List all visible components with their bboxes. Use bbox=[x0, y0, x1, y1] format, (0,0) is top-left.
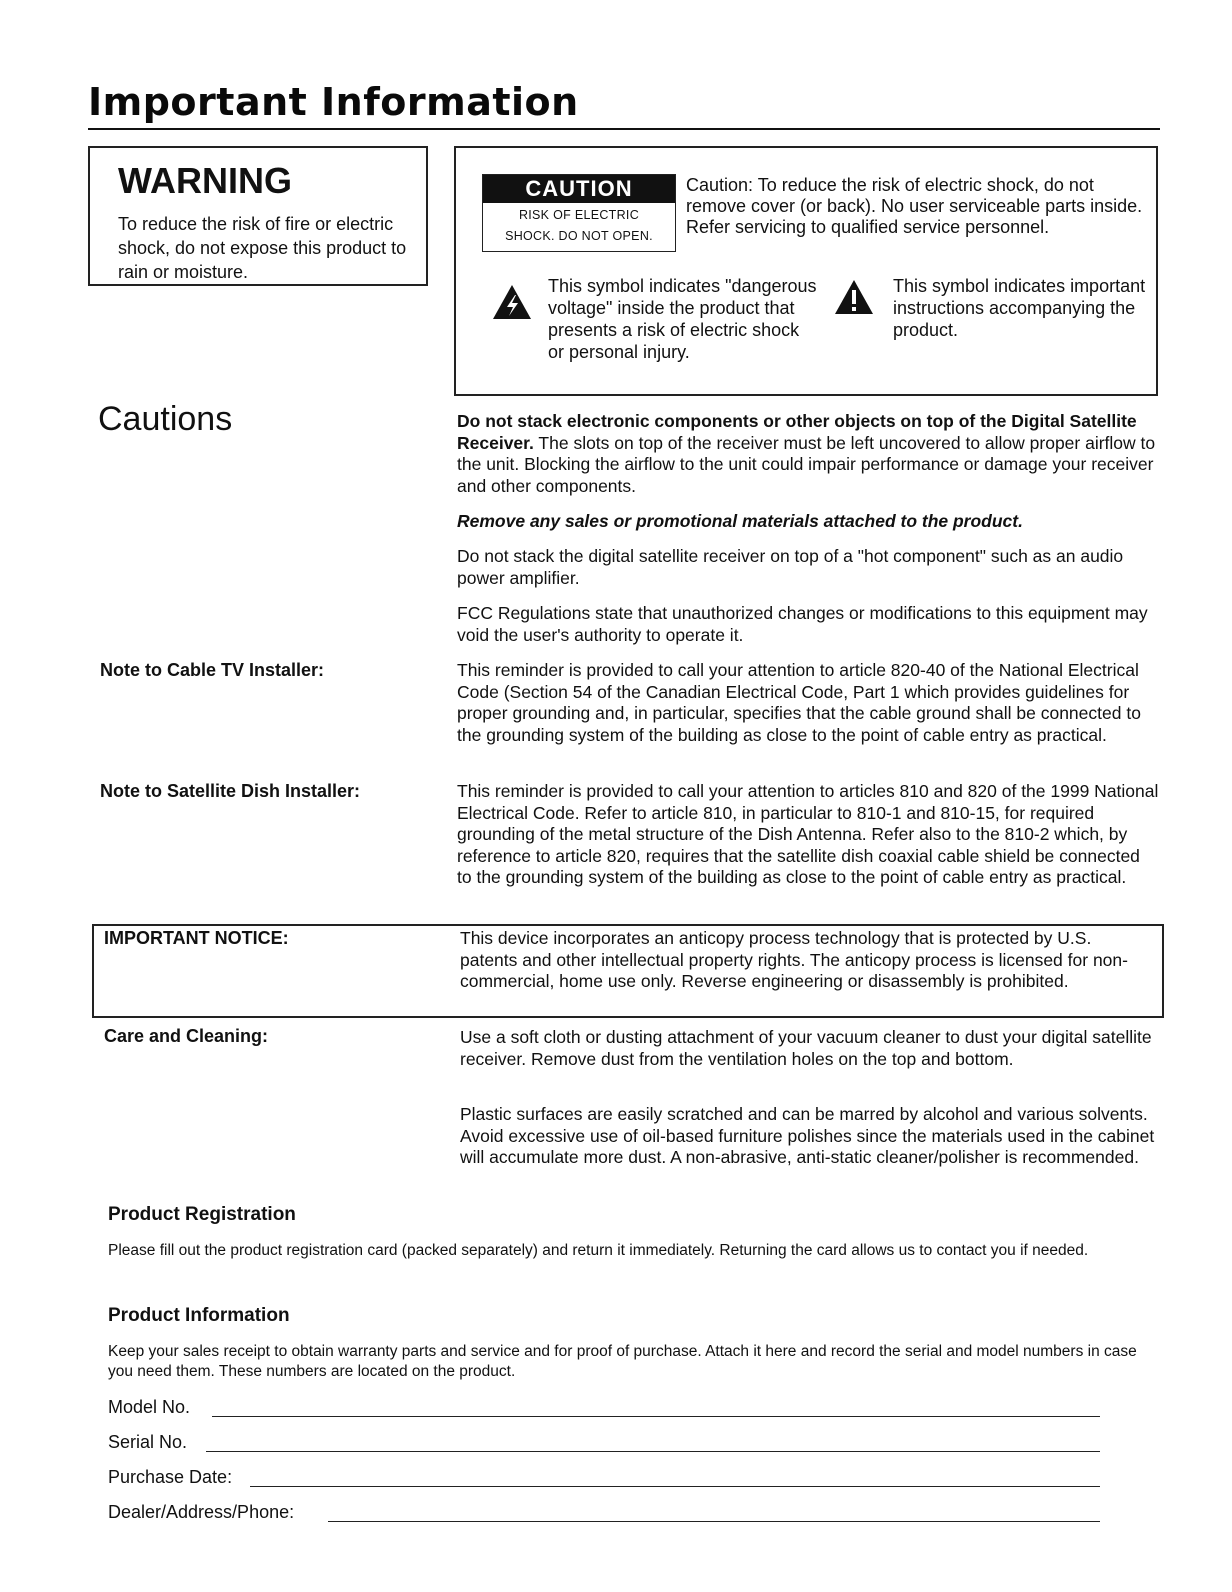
dealer-address-phone-line bbox=[328, 1521, 1100, 1522]
purchase-date-line bbox=[250, 1486, 1100, 1487]
serial-number-label: Serial No. bbox=[108, 1432, 188, 1452]
product-information-heading: Product Information bbox=[108, 1305, 290, 1326]
product-registration-text: Please fill out the product registration card (packed separately) and return it immediately. Returning the card allows us to contact you if needed. bbox=[108, 1242, 1089, 1259]
caution-badge-title: CAUTION bbox=[483, 175, 675, 203]
caution-stacking-rest: The slots on top of the receiver must be left uncovered to allow proper airflow to the unit. Blocking the airflow to the unit could impair performance or damage your receiver and other components. bbox=[457, 432, 1156, 496]
cable-installer-label: Note to Cable TV Installer: bbox=[100, 660, 325, 680]
product-registration-heading: Product Registration bbox=[108, 1204, 296, 1225]
care-cleaning-text-plastic: Plastic surfaces are easily scratched and can be marred by alcohol and various solvents. Avoid excessive use of oil-based furniture polishes since the materials used in the cabinet will accumulate more dust. A non-abrasive, anti-static cleaner/polisher is recommended. bbox=[460, 1104, 1155, 1168]
serial-number-line bbox=[206, 1451, 1100, 1452]
product-information-text: Keep your sales receipt to obtain warranty parts and service and for proof of purchase. Attach it here and record the serial and model numbers in case you need them. These numbers are located on the product. bbox=[108, 1343, 1137, 1380]
model-number-line bbox=[212, 1416, 1100, 1417]
important-notice-text: This device incorporates an anticopy process technology that is protected by U.S. patents and other intellectual property rights. The anticopy process is licensed for non-commercial, home use only. Reverse engineering or disassembly is prohibited. bbox=[460, 928, 1128, 992]
caution-text: Caution: To reduce the risk of electric shock, do not remove cover (or back). No user serviceable parts inside. Refer servicing to qualified service personnel. bbox=[686, 175, 1143, 237]
exclamation-warning-icon bbox=[834, 279, 874, 315]
caution-promotional-materials: Remove any sales or promotional materials attached to the product. bbox=[457, 511, 1023, 531]
caution-badge-line1: RISK OF ELECTRIC bbox=[518, 208, 640, 222]
dangerous-voltage-icon bbox=[492, 284, 532, 320]
model-number-label: Model No. bbox=[108, 1397, 191, 1417]
dealer-address-phone-label: Dealer/Address/Phone: bbox=[108, 1502, 295, 1522]
caution-stacking-bold: Do not stack electronic components or other objects on top of the Digital Satellite Receiver. bbox=[457, 411, 1137, 453]
dish-installer-text: This reminder is provided to call your attention to articles 810 and 820 of the 1999 National Electrical Code. Refer to article 810, in particular to 810-1 and 810-15, for required grounding of the metal structure of the Dish Antenna. Refer also to the 810-2 which, by reference to article 820, requires that the satellite dish coaxial cable shield be connected to the grounding system of the building as close to the point of cable entry as practical. bbox=[457, 781, 1159, 888]
caution-fcc-regulations: FCC Regulations state that unauthorized changes or modifications to this equipment may void the user's authority to operate it. bbox=[457, 603, 1148, 645]
important-notice-label: IMPORTANT NOTICE: bbox=[104, 928, 289, 948]
instructions-symbol-text: This symbol indicates important instructions accompanying the product. bbox=[893, 276, 1146, 340]
purchase-date-label: Purchase Date: bbox=[108, 1467, 233, 1487]
warning-heading: WARNING bbox=[118, 160, 292, 201]
caution-badge-line2: SHOCK. DO NOT OPEN. bbox=[505, 229, 653, 243]
voltage-symbol-text: This symbol indicates "dangerous voltage" inside the product that presents a risk of electric shock or personal injury. bbox=[548, 276, 817, 362]
dish-installer-label: Note to Satellite Dish Installer: bbox=[100, 781, 361, 801]
page-title: Important Information bbox=[88, 80, 579, 124]
caution-paragraph-stacking bbox=[457, 411, 1159, 497]
caution-hot-component: Do not stack the digital satellite receiver on top of a "hot component" such as an audio power amplifier. bbox=[457, 546, 1124, 588]
title-divider bbox=[88, 128, 1160, 130]
cautions-heading: Cautions bbox=[98, 400, 233, 438]
care-cleaning-label: Care and Cleaning: bbox=[104, 1026, 269, 1046]
care-cleaning-text-dust: Use a soft cloth or dusting attachment of your vacuum cleaner to dust your digital satellite receiver. Remove dust from the ventilation holes on the top and bottom. bbox=[460, 1027, 1152, 1069]
cable-installer-text: This reminder is provided to call your attention to article 820-40 of the National Electrical Code (Section 54 of the Canadian Electrical Code, Part 1 which provides guidelines for proper grounding and, in particular, specifies that the cable ground shall be connected to the grounding system of the building as close to the point of cable entry as practical. bbox=[457, 660, 1141, 745]
warning-text: To reduce the risk of fire or electric shock, do not expose this product to rain or moisture. bbox=[118, 214, 407, 282]
